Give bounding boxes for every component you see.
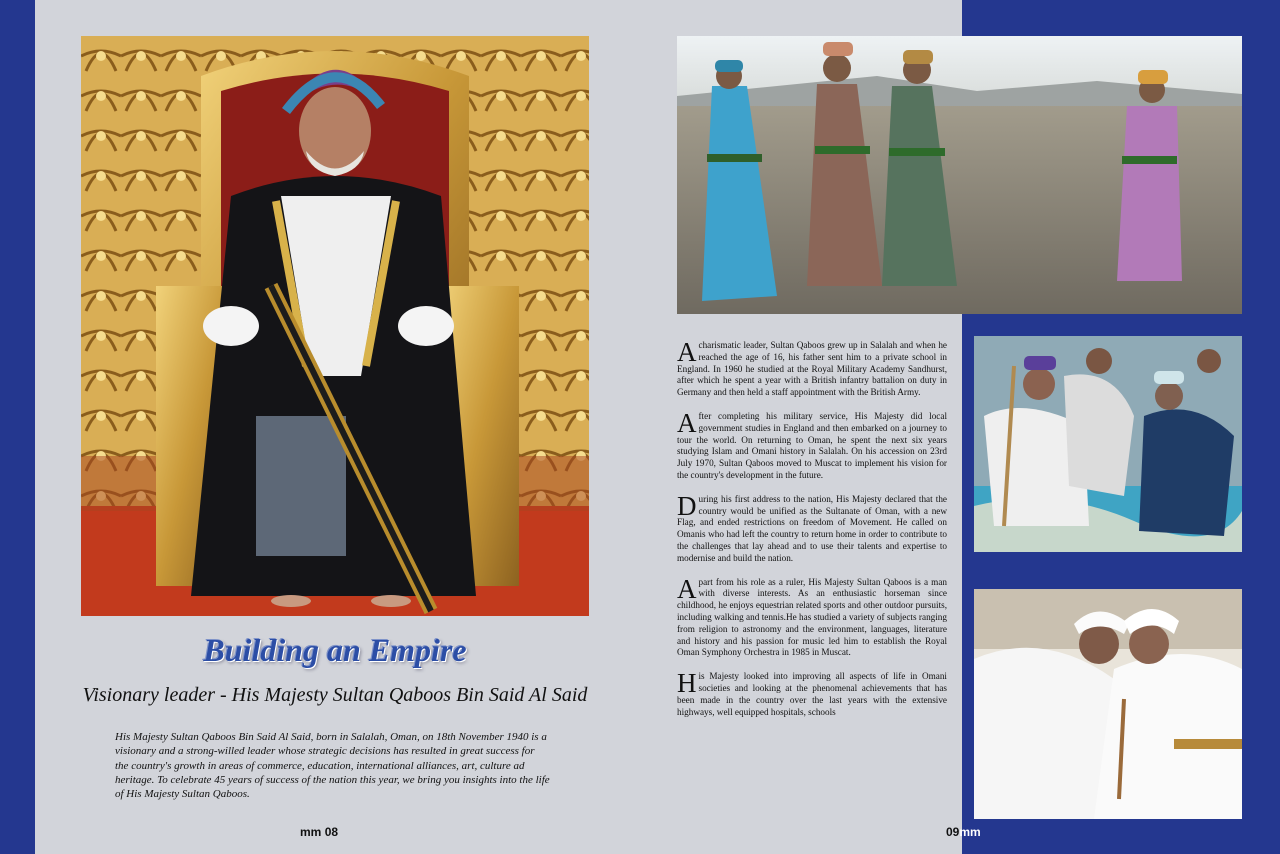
body-paragraph xyxy=(677,573,947,660)
page-number-left xyxy=(300,825,338,839)
article-headline: Building an Empire xyxy=(203,632,467,668)
article-intro: His Majesty Sultan Qaboos Bin Said Al Said, born in Salalah, Oman, on 18th November 1940 is a visionary and a strong-willed leader whose strategic decisions has resulted in great success for the country's growth in areas of commerce, education, international alliances, art, culture ad heritage. To celebrate 45 years of success of the nation this year, we bring you insights into the life of His Majesty Sultan Qaboos. xyxy=(115,731,550,801)
drop-cap: A xyxy=(677,573,697,604)
gathering-photo xyxy=(974,336,1242,552)
greeting-photo xyxy=(974,589,1242,819)
folio-number: 08 xyxy=(324,825,339,839)
page-number-right xyxy=(946,825,981,839)
paragraph-text: part from his role as a ruler, His Majesty Sultan Qaboos is a man with diverse interests. As an enthusiastic horseman since childhood, he enjoys equestrian related sports and other outdoor pursuits, including walking and tennis.He has studied a variety of subjects ranging from religion to astronomy and the environment, languages, literature and history and his passion for music led him to establish the Royal Oman Symphony Orchestra in 1985 in Muscat. xyxy=(677,576,947,658)
paragraph-text: is Majesty looked into improving all aspects of life in Omani societies and looking at the phenomenal achievements that has been made in the country over the last years with the extensive highways, well equipped hospitals, schools xyxy=(677,671,947,717)
body-paragraph xyxy=(677,337,947,399)
drop-cap: A xyxy=(677,407,697,438)
article-body xyxy=(677,337,947,730)
paragraph-text: fter completing his military service, His Majesty did local government studies in England and then embarked on a journey to tour the world. On returning to Oman, he spent the next six years studying Islam and Omani history in Salalah. On his accession on 23rd July 1970, Sultan Qaboos moved to Muscat to implement his vision for the country's development in the future. xyxy=(677,410,947,480)
body-paragraph xyxy=(677,490,947,565)
drop-cap: A xyxy=(677,337,697,367)
paragraph-text: charismatic leader, Sultan Qaboos grew up in Salalah and when he reached the age of 16, his father sent him to a private school in England. In 1960 he studied at the Royal Military Academy Sandhurst, after which he spent a year with a British infantry battalion on duty in Germany and then held a staff appointment with the British Army. xyxy=(677,340,947,398)
drop-cap: D xyxy=(677,490,697,521)
folio-brand: mm xyxy=(300,825,322,839)
article-subheadline: Visionary leader - His Majesty Sultan Qaboos Bin Said Al Said xyxy=(82,684,588,706)
folio-brand: mm xyxy=(959,825,981,839)
drop-cap: H xyxy=(677,668,697,699)
folio-number: 09 xyxy=(946,825,960,839)
left-margin-bar xyxy=(0,0,35,854)
body-paragraph xyxy=(677,668,947,718)
desert-group-photo xyxy=(677,36,1242,314)
sultan-portrait-photo xyxy=(81,36,589,616)
body-paragraph xyxy=(677,407,947,482)
paragraph-text: uring his first address to the nation, His Majesty declared that the country would be unified as the Sultanate of Oman, with a new Flag, and ended restrictions on freedom of Movement. He called on Omanis who had left the country to return home in order to contribute to the challenges that lay ahead and to use their talents and expertise to modernise and build the nation. xyxy=(677,493,947,563)
